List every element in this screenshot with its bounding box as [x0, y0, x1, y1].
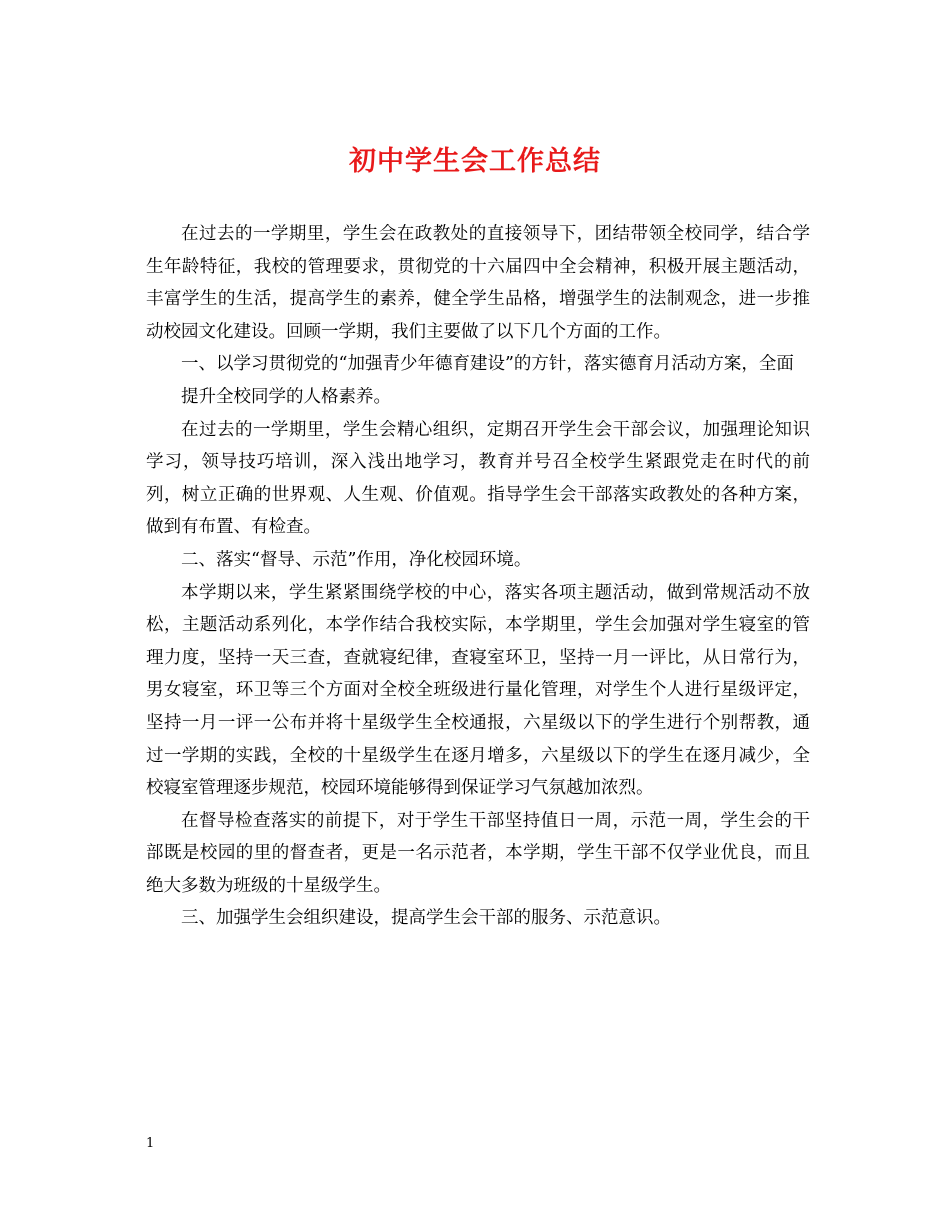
- paragraph-intro: 在过去的一学期里，学生会在政教处的直接领导下，团结带领全校同学，结合学生年龄特征，我校的管理要求，贯彻党的十六届四中全会精神，积极开展主题活动，丰富学生的生活，提高学生的素养，健全学生品格，增强学生的法制观念，进一步推动校园文化建设。回顾一学期，我们主要做了以下几个方面的工作。: [146, 224, 810, 342]
- page-number: 1: [146, 1136, 155, 1151]
- paragraph-section-2a: 本学期以来，学生紧紧围绕学校的中心，落实各项主题活动，做到常规活动不放松，主题活动系列化，本学作结合我校实际，本学期里，学生会加强对学生寝室的管理力度，坚持一天三查，查就寝纪律，查寝室环卫，坚持一月一评比，从日常行为，男女寝室，环卫等三个方面对全校全班级进行量化管理，对学生个人进行星级评定，坚持一月一评一公布并将十星级学生全校通报，六星级以下的学生进行个别帮教，通过一学期的实践，全校的十星级学生在逐月增多，六星级以下的学生在逐月减少，全校寝室管理逐步规范，校园环境能够得到保证学习气氛越加浓烈。: [146, 582, 810, 799]
- section-heading-2: 二、落实“督导、示范”作用，净化校园环境。: [181, 549, 532, 570]
- document-body: [146, 218, 810, 935]
- section-heading-1: 一、以学习贯彻党的“加强青少年德育建设”的方针，落实德育月活动方案，全面提升全校同学的人格素养。: [181, 354, 794, 407]
- section-heading-3: 三、加强学生会组织建设，提高学生会干部的服务、示范意识。: [181, 908, 671, 929]
- paragraph-section-1: 在过去的一学期里，学生会精心组织，定期召开学生会干部会议，加强理论知识学习，领导技巧培训，深入浅出地学习，教育并号召全校学生紧跟党走在时代的前列，树立正确的世界观、人生观、价值观。指导学生会干部落实政教处的各种方案，做到有布置、有检查。: [146, 419, 810, 538]
- document-title: 初中学生会工作总结: [349, 146, 601, 177]
- paragraph-section-2b: 在督导检查落实的前提下，对于学生干部坚持值日一周，示范一周，学生会的干部既是校园的里的督查者，更是一名示范者，本学期，学生干部不仅学业优良，而且绝大多数为班级的十星级学生。: [146, 810, 810, 896]
